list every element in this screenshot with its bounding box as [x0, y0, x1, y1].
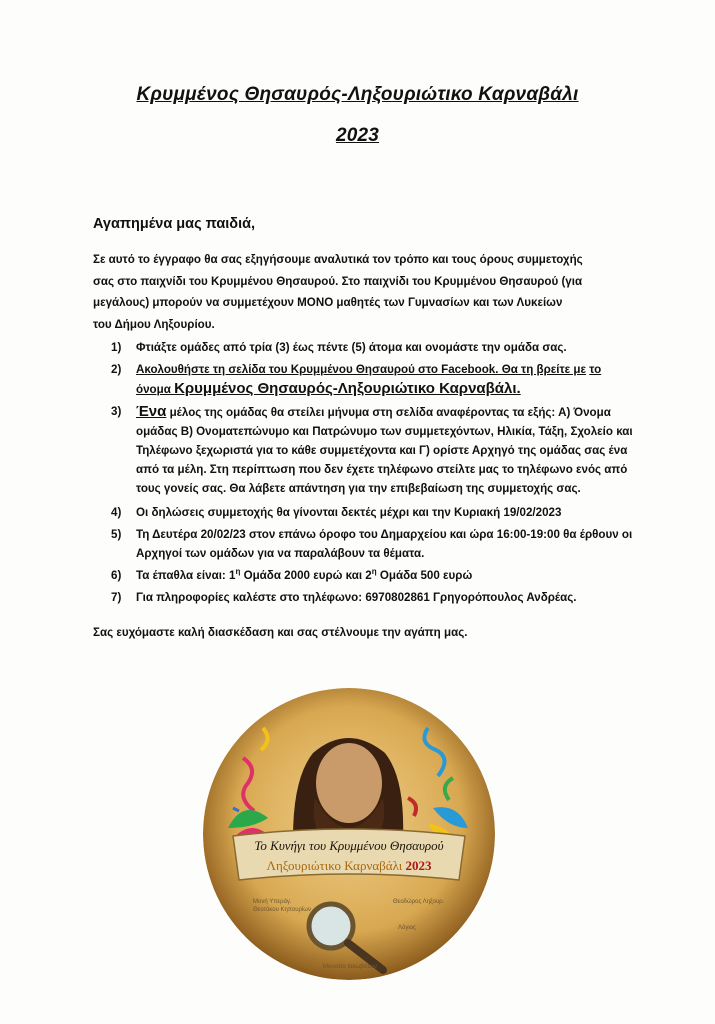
list-item-text: Οι δηλώσεις συμμετοχής θα γίνονται δεκτές μέχρι και την Κυριακή 19/02/2023: [136, 506, 562, 519]
list-item-number: 5): [111, 528, 122, 541]
list-item: [93, 360, 633, 399]
facebook-page-name-prefix: το όνομα: [136, 363, 602, 396]
prize-text: Τα έπαθλα είναι: 1: [136, 569, 236, 582]
intro-line: σας στο παιχνίδι του Κρυμμένου Θησαυρού. Στο παιχνίδι του Κρυμμένου Θησαυρού (για: [93, 274, 583, 288]
greeting: Αγαπημένα μας παιδιά,: [93, 216, 256, 232]
list-item-text: Για πληροφορίες καλέστε στο τηλέφωνο: 6970802861 Γρηγορόπουλος Ανδρέας.: [136, 591, 577, 604]
logo-subtitle-text: Ληξουριώτικο Καρναβάλι: [266, 858, 403, 873]
list-item-number: 2): [111, 363, 122, 376]
intro-line: Σε αυτό το έγγραφο θα σας εξηγήσουμε αναλυτικά τον τρόπο και τους όρους συμμετοχής: [93, 253, 583, 266]
list-item: [93, 503, 633, 522]
carnival-logo: [203, 688, 495, 980]
logo-artwork: [203, 688, 495, 980]
intro-line: μεγάλους) μπορούν να συμμετέχουν ΜΟΝΟ μαθητές των Γυμνασίων και των Λυκείων: [93, 296, 563, 309]
document-title-year: 2023: [335, 125, 380, 146]
list-item-lead: Ένα: [136, 403, 167, 420]
ordinal-suffix: η: [235, 567, 241, 577]
closing-line: Σας ευχόμαστε καλή διασκέδαση και σας στέλνουμε την αγάπη μας.: [93, 626, 468, 639]
facebook-instruction: Ακολουθήστε τη σελίδα του Κρυμμένου Θησαυρού στο Facebook. Θα τη βρείτε με: [136, 363, 587, 376]
list-item-number: 1): [111, 341, 122, 354]
list-item-text: Τη Δευτέρα 20/02/23 στον επάνω όροφο του Δημαρχείου και ώρα 16:00-19:00 θα έρθουν οι Αρχηγοί των ομάδων για να παραλάβουν τα θέματα.: [136, 528, 633, 560]
logo-left-caption: Μονή Υπεράγ. Θεοτόκου Κηπουρίων: [253, 899, 311, 913]
logo-year: 2023: [405, 858, 432, 873]
portrait-face: [316, 743, 382, 823]
list-item: [93, 338, 633, 357]
list-item-number: 6): [111, 569, 122, 582]
logo-right-caption-2: Λόγιος: [398, 925, 416, 931]
list-item: [93, 588, 633, 607]
list-item-text: μέλος της ομάδας θα στείλει μήνυμα στη σελίδα αναφέροντας τα εξής: Α) Όνομα ομάδας Β) Ονοματεπώνυμο και Πατρώνυμο των συμμετεχόντων, Ηλικία, Τάξη, Σχολείο και Τηλέφωνο ξεχωριστά για το κάθε συμμετέχοντα και Γ) ορίστε Αρχηγό της ομάδας σας ένα από τα μέλη. Στη περίπτωση που δεν έχετε τηλέφωνο στείλτε μας το τηλέφωνο ενός από τους γονείς σας. Θα λάβετε απάντηση για την επιβεβαίωση της συμμετοχής σας.: [136, 406, 633, 495]
logo-right-caption: Θεοδώρος Ληξουρ.: [393, 899, 445, 905]
document-title: Κρυμμένος Θησαυρός-Ληξουριώτικο Καρναβάλι: [136, 84, 579, 105]
logo-subtitle: [203, 858, 495, 874]
list-item-number: 7): [111, 591, 122, 604]
intro-paragraph: [93, 249, 633, 335]
intro-line: του Δήμου Ληξουρίου.: [93, 317, 215, 331]
list-item-number: 3): [111, 405, 122, 418]
list-item: [93, 525, 633, 563]
list-item-number: 4): [111, 506, 122, 519]
ordinal-suffix: η: [371, 567, 377, 577]
logo-title: Το Κυνήγι του Κρυμμένου Θησαυρού: [254, 838, 444, 853]
logo-bottom-caption: Μουσείο Ιακωβάτων: [323, 964, 377, 970]
prize-text: Ομάδα 500 ευρώ: [376, 569, 473, 582]
prize-text: Ομάδα 2000 ευρώ και 2: [240, 569, 372, 582]
list-item: [93, 566, 633, 585]
list-item-text: Φτιάξτε ομάδες από τρία (3) έως πέντε (5) άτομα και ονομάστε την ομάδα σας.: [136, 341, 567, 354]
list-item: [93, 402, 633, 498]
facebook-page-name: Κρυμμένος Θησαυρός-Ληξουριώτικο Καρναβάλι.: [174, 380, 521, 397]
rules-list: [93, 338, 633, 610]
